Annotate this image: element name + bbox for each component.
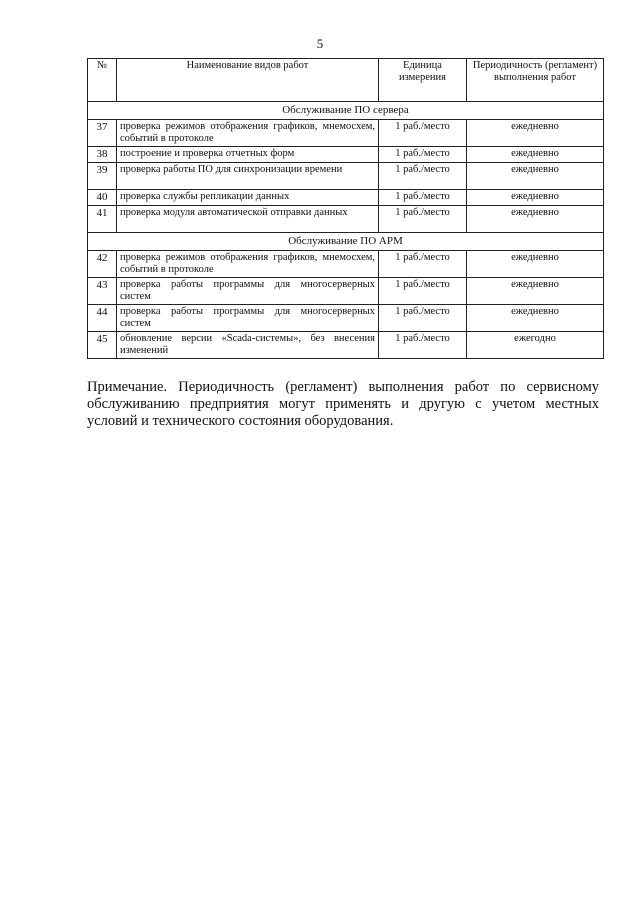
row-name: проверка модуля автоматической отправки данных <box>117 206 379 233</box>
row-unit: 1 раб./место <box>379 147 467 163</box>
table-row <box>88 251 604 278</box>
row-name: проверка работы ПО для синхронизации времени <box>117 163 379 190</box>
page-number: 5 <box>316 36 324 51</box>
row-num: 44 <box>88 305 117 332</box>
row-unit: 1 раб./место <box>379 120 467 147</box>
table-header-row <box>88 59 604 102</box>
row-unit: 1 раб./место <box>379 251 467 278</box>
row-period: ежедневно <box>467 120 604 147</box>
row-name: проверка службы репликации данных <box>117 190 379 206</box>
note-paragraph: Примечание. Периодичность (регламент) выполнения работ по сервисному обслуживанию предприятия могут применять и другую с учетом местных условий и технического состояния оборудования. <box>87 379 599 429</box>
row-name: проверка работы программы для многосерверных систем <box>117 305 379 332</box>
row-name: проверка режимов отображения графиков, мнемосхем, событий в протоколе <box>117 251 379 278</box>
section-title: Обслуживание ПО АРМ <box>88 233 604 251</box>
table-row <box>88 120 604 147</box>
row-unit: 1 раб./место <box>379 305 467 332</box>
row-period: ежегодно <box>467 332 604 359</box>
header-unit: Единица измерения <box>379 59 467 102</box>
row-num: 41 <box>88 206 117 233</box>
header-period: Периодичность (регламент) выполнения работ <box>467 59 604 102</box>
row-num: 39 <box>88 163 117 190</box>
row-num: 37 <box>88 120 117 147</box>
row-num: 40 <box>88 190 117 206</box>
table-row <box>88 147 604 163</box>
row-period: ежедневно <box>467 278 604 305</box>
row-period: ежедневно <box>467 206 604 233</box>
row-num: 43 <box>88 278 117 305</box>
row-name: построение и проверка отчетных форм <box>117 147 379 163</box>
table-row <box>88 190 604 206</box>
row-name: проверка работы программы для многосерверных систем <box>117 278 379 305</box>
row-period: ежедневно <box>467 163 604 190</box>
table-row <box>88 206 604 233</box>
table-row <box>88 305 604 332</box>
row-unit: 1 раб./место <box>379 278 467 305</box>
row-period: ежедневно <box>467 190 604 206</box>
row-num: 42 <box>88 251 117 278</box>
section-row <box>88 102 604 120</box>
row-period: ежедневно <box>467 251 604 278</box>
section-row <box>88 233 604 251</box>
row-num: 38 <box>88 147 117 163</box>
row-name: обновление версии «Scada-системы», без внесения изменений <box>117 332 379 359</box>
row-name: проверка режимов отображения графиков, мнемосхем, событий в протоколе <box>117 120 379 147</box>
table-row <box>88 278 604 305</box>
row-num: 45 <box>88 332 117 359</box>
table-row <box>88 332 604 359</box>
table-row <box>88 163 604 190</box>
header-num: № <box>88 59 117 102</box>
works-table <box>87 58 604 359</box>
row-period: ежедневно <box>467 305 604 332</box>
row-period: ежедневно <box>467 147 604 163</box>
row-unit: 1 раб./место <box>379 206 467 233</box>
row-unit: 1 раб./место <box>379 332 467 359</box>
section-title: Обслуживание ПО сервера <box>88 102 604 120</box>
header-name: Наименование видов работ <box>117 59 379 102</box>
row-unit: 1 раб./место <box>379 190 467 206</box>
row-unit: 1 раб./место <box>379 163 467 190</box>
